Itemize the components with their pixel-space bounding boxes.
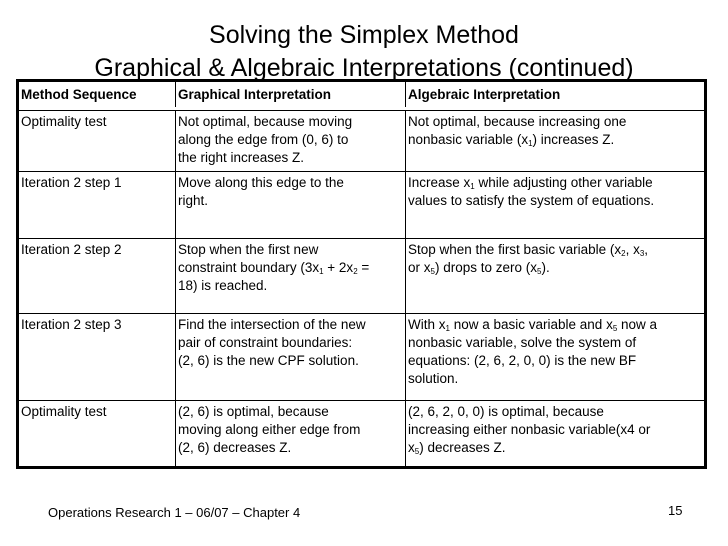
graphical-cell (175, 314, 405, 400)
cell-text-line: Move along this edge to the (178, 175, 344, 190)
method-cell: Optimality test (21, 404, 107, 419)
cell-text-line: (2, 6) is optimal, because (178, 404, 329, 419)
cell-text-line: increasing either nonbasic variable(x4 or (408, 422, 651, 437)
table-row (19, 110, 704, 171)
table-row (19, 171, 704, 238)
method-cell: Iteration 2 step 3 (21, 317, 122, 332)
cell-text-line: equations: (2, 6, 2, 0, 0) is the new BF (408, 353, 637, 368)
table-row (19, 400, 704, 467)
cell-text-line: 18) is reached. (178, 278, 268, 293)
graphical-cell (175, 172, 405, 238)
cell-text-line: (2, 6) is the new CPF solution. (178, 353, 359, 368)
cell-text-line: Find the intersection of the new (178, 317, 366, 332)
cell-text-line: With $x_1$ now a basic variable and $x_5$ now a (408, 317, 658, 333)
slide-title-line-1: Solving the Simplex Method (209, 21, 519, 49)
graphical-cell (175, 239, 405, 313)
interpretation-table (16, 79, 707, 469)
slide-footer: Operations Research 1 – 06/07 – Chapter 4 (48, 505, 301, 520)
table-row (19, 313, 704, 400)
cell-text-line: or $x_5$) drops to zero $(x_5)$. (408, 260, 550, 276)
cell-text-line: Stop when the first basic variable ($x_2$, $x_3$, (408, 242, 649, 258)
cell-text-line: right. (178, 193, 209, 208)
method-cell: Iteration 2 step 1 (21, 175, 122, 190)
cell-text-line: nonbasic variable $(x_1)$ increases Z. (408, 132, 615, 148)
algebraic-cell (405, 111, 704, 171)
header-method-sequence: Method Sequence (21, 87, 137, 102)
cell-text-line: (2, 6, 2, 0, 0) is optimal, because (408, 404, 604, 419)
graphical-cell (175, 111, 405, 171)
algebraic-cell (405, 314, 704, 400)
algebraic-cell (405, 172, 704, 238)
cell-text-line: Stop when the first new (178, 242, 319, 257)
table-header-row (19, 82, 704, 107)
cell-text-line: solution. (408, 371, 459, 386)
header-graphical-interpretation: Graphical Interpretation (175, 82, 405, 107)
cell-text-line: Not optimal, because moving (178, 114, 353, 129)
cell-text-line: along the edge from (0, 6) to (178, 132, 349, 147)
page-number: 15 (668, 503, 683, 518)
cell-text-line: constraint boundary ($3x_1 + 2x_2$ = (178, 260, 370, 276)
slide-title-line-2: Graphical & Algebraic Interpretations (continued) (94, 54, 634, 82)
cell-text-line: values to satisfy the system of equations. (408, 193, 655, 208)
method-cell: Optimality test (21, 114, 107, 129)
cell-text-line: (2, 6) decreases Z. (178, 440, 292, 455)
cell-text-line: moving along either edge from (178, 422, 361, 437)
cell-text-line: Not optimal, because increasing one (408, 114, 627, 129)
graphical-cell (175, 401, 405, 467)
header-algebraic-interpretation: Algebraic Interpretation (405, 82, 704, 107)
algebraic-cell (405, 401, 704, 467)
table-row (19, 238, 704, 313)
method-cell: Iteration 2 step 2 (21, 242, 122, 257)
cell-text-line: Increase $x_1$ while adjusting other variable (408, 175, 653, 191)
cell-text-line: nonbasic variable, solve the system of (408, 335, 637, 350)
algebraic-cell (405, 239, 704, 313)
cell-text-line: pair of constraint boundaries: (178, 335, 353, 350)
cell-text-line: $x_5$) decreases Z. (408, 440, 506, 456)
cell-text-line: the right increases Z. (178, 150, 305, 165)
